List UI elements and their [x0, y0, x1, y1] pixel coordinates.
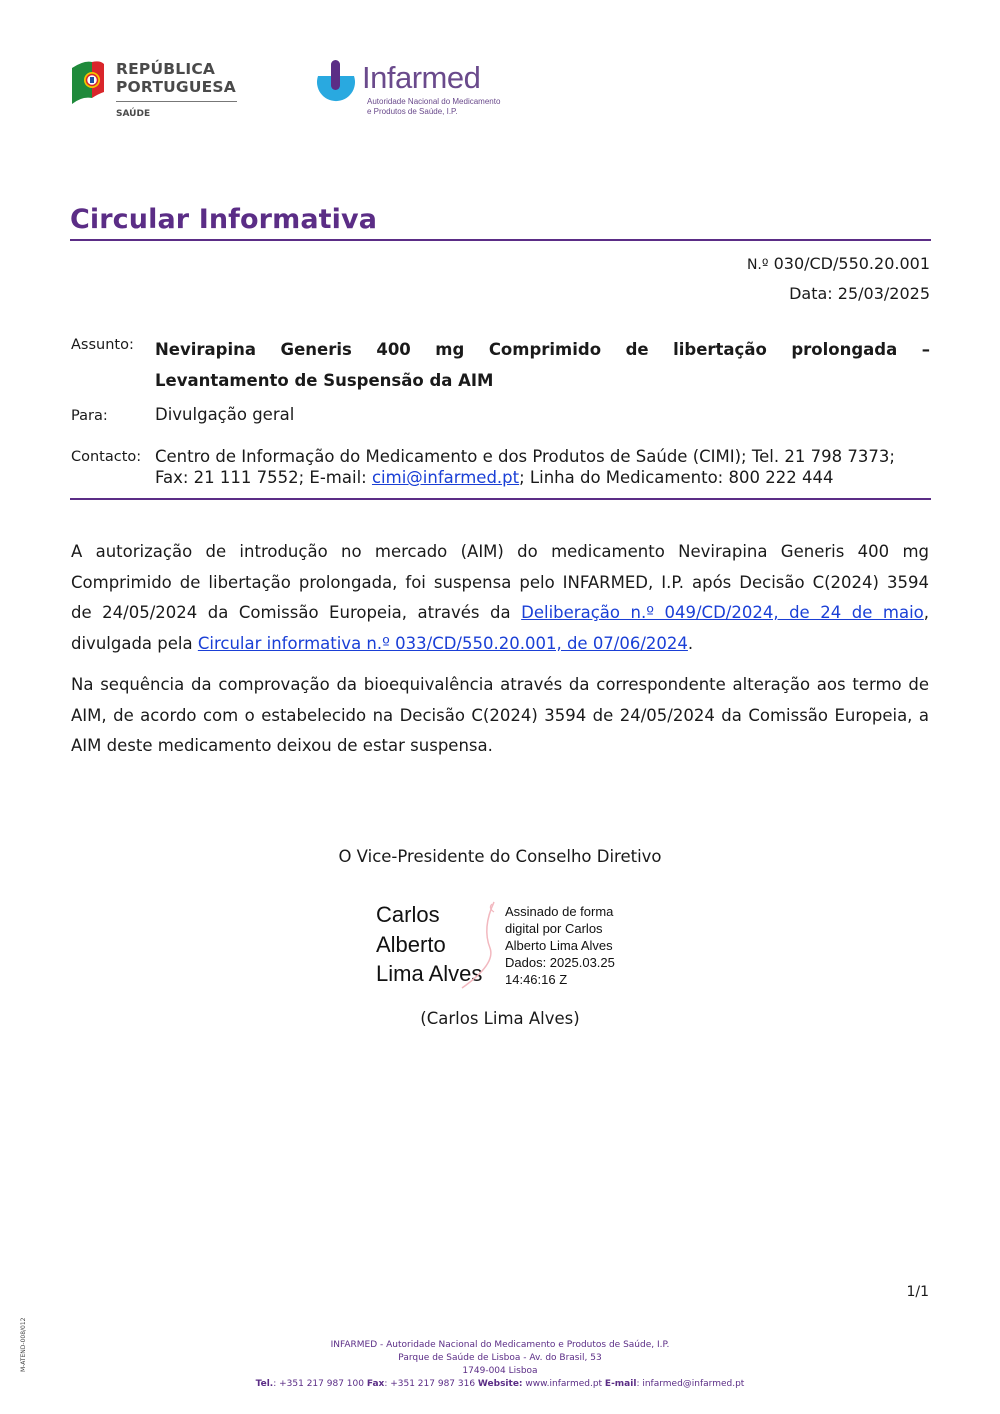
- p1-line-1: A autorização de introdução no mercado (AIM) do medicamento Nevirapina Generis 400 mg: [71, 542, 929, 561]
- subject-line-2: Levantamento de Suspensão da AIM: [155, 371, 494, 390]
- republica-portuguesa-logo: [70, 58, 240, 122]
- circular-link[interactable]: Circular informativa n.º 033/CD/550.20.001, de 07/06/2024: [197, 633, 688, 653]
- footer-email-label: E-mail: [604, 1379, 637, 1389]
- footer-contacts: [0, 1378, 1000, 1391]
- reference-value: 030/CD/550.20.001: [773, 254, 930, 273]
- title-divider: [70, 239, 931, 241]
- sig-info-line: Dados: 2025.03.25: [505, 955, 615, 970]
- footer-email-value[interactable]: : infarmed@infarmed.pt: [636, 1379, 745, 1389]
- subject-line-1: Nevirapina Generis 400 mg Comprimido de libertação prolongada –: [155, 340, 930, 359]
- date-label: Data:: [789, 284, 833, 303]
- document-title: Circular Informativa: [70, 204, 378, 235]
- p1-line-3-end: ,: [923, 603, 930, 622]
- saude-text: SAÚDE: [116, 109, 151, 119]
- body-paragraph-2: Na sequência da comprovação da bioequivalência através da correspondente alteração aos termo de AIM, de acordo com o estabelecido na Decisão C(2024) 3594 de 24/05/2024 da Comissão Europeia, a AIM deste medicamento deixou de estar suspensa.: [71, 675, 929, 755]
- sig-name-line: Alberto: [376, 931, 446, 957]
- digital-signature-info: [505, 903, 615, 988]
- sig-info-line: 14:46:16 Z: [505, 972, 568, 987]
- contact-fax: Fax: 21 111 7552; E-mail:: [155, 468, 372, 487]
- sig-info-line: Assinado de forma: [505, 904, 614, 919]
- footer-web-label: Website:: [477, 1379, 523, 1389]
- p1-line-3-text: de 24/05/2024 da Comissão Europeia, através da: [71, 603, 522, 622]
- subject-value: [155, 334, 930, 396]
- p1-line-3: [71, 598, 929, 629]
- p1-line-2: Comprimido de libertação prolongada, foi suspensa pelo INFARMED, I.P. após Decisão C(2024) 3594: [71, 572, 929, 592]
- p1-line-4-text: divulgada pela: [71, 633, 198, 653]
- contact-label: Contacto:: [71, 449, 142, 465]
- footer-web-value[interactable]: www.infarmed.pt: [522, 1379, 605, 1389]
- sig-name-line: Lima Alves: [376, 961, 483, 986]
- footer-org: INFARMED - Autoridade Nacional do Medicamento e Produtos de Saúde, I.P.: [330, 1340, 670, 1350]
- portugal-flag-emblem-icon: [70, 58, 106, 106]
- p1-line-4: [71, 629, 929, 660]
- reference-number: [747, 254, 930, 273]
- contact-value: [155, 446, 935, 488]
- logo-divider: [116, 101, 237, 102]
- sig-info-line: Alberto Lima Alves: [505, 938, 613, 953]
- portuguesa-text: PORTUGUESA: [116, 78, 236, 96]
- signature-watermark-icon: [452, 898, 502, 992]
- date-value: 25/03/2025: [837, 284, 930, 303]
- infarmed-wordmark: Infarmed: [362, 60, 481, 95]
- signer-printed-name: (Carlos Lima Alves): [420, 1009, 580, 1028]
- page-number: 1/1: [906, 1284, 929, 1300]
- infarmed-subtitle-1: Autoridade Nacional do Medicamento: [367, 97, 501, 106]
- subject-label: Assunto:: [71, 337, 134, 353]
- infarmed-subtitle-2: e Produtos de Saúde, I.P.: [367, 107, 458, 116]
- footer-fax-label: Fax: [366, 1379, 385, 1389]
- to-label: Para:: [71, 408, 108, 424]
- reference-label: N.º: [746, 257, 769, 273]
- deliberacao-link[interactable]: Deliberação n.º 049/CD/2024, de 24 de maio: [521, 603, 924, 622]
- to-value: Divulgação geral: [155, 405, 295, 424]
- footer-fax-value: : +351 217 987 316: [384, 1379, 478, 1389]
- infarmed-emblem-icon: [314, 58, 358, 106]
- form-code: M-ATEND-008/012: [20, 1317, 27, 1372]
- footer-postal: 1749-004 Lisboa: [462, 1366, 538, 1376]
- footer-address: Parque de Saúde de Lisboa - Av. do Brasil, 53: [398, 1353, 602, 1363]
- signer-role: O Vice-Presidente do Conselho Diretivo: [338, 847, 662, 866]
- republica-text: REPÚBLICA: [116, 60, 216, 78]
- sig-info-line: digital por Carlos: [505, 921, 603, 936]
- sig-name-line: Carlos: [376, 902, 440, 927]
- p1-line-4-end: .: [687, 633, 694, 653]
- document-date: [789, 284, 930, 303]
- infarmed-logo: [314, 58, 504, 122]
- body-paragraph-1: [71, 537, 929, 659]
- footer-tel-label: Tel.: [255, 1379, 274, 1389]
- footer-tel-value: : +351 217 987 100: [273, 1379, 367, 1389]
- contact-email-link[interactable]: cimi@infarmed.pt: [371, 468, 520, 487]
- contact-rest: ; Linha do Medicamento: 800 222 444: [519, 468, 834, 487]
- header-divider: [70, 498, 931, 500]
- contact-line-1: Centro de Informação do Medicamento e dos Produtos de Saúde (CIMI); Tel. 21 798 7373;: [155, 447, 895, 466]
